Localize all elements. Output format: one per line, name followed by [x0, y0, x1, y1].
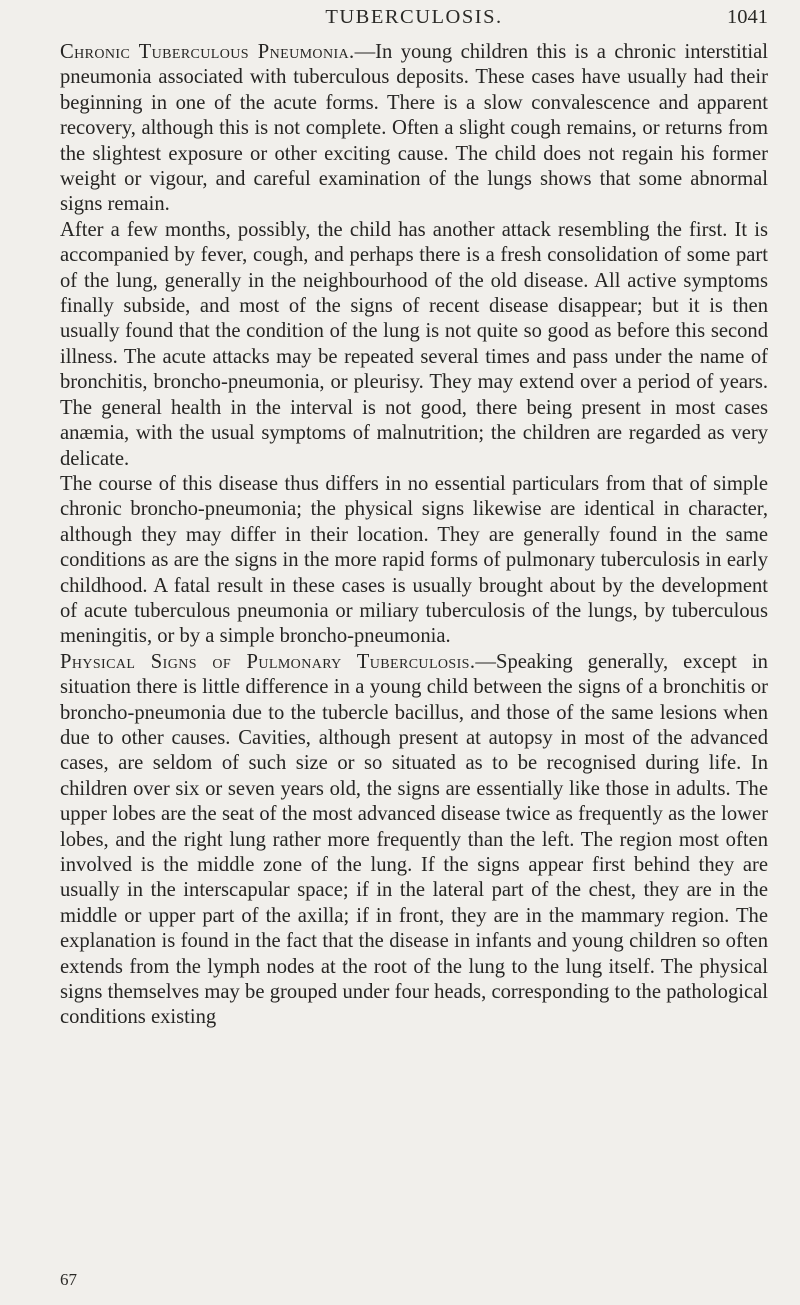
- running-header: [60, 6, 768, 36]
- signature-mark: 67: [60, 1270, 77, 1289]
- paragraph: [60, 472, 768, 650]
- paragraph: [60, 218, 768, 472]
- paragraph-text: —Speaking generally, except in situation there is little difference in a young child between the signs of a bronchitis or broncho-pneumonia due to the tubercle bacillus, and those of the same lesions when due to other causes. Cavities, although present at autopsy in most of the advanced cases, are seldom of such size or so situated as to be recognised during life. In children over six or seven years old, the signs are essentially like those in adults. The upper lobes are the seat of the most advanced disease twice as frequently as the lower lobes, and the right lung rather more frequently than the left. The region most often involved is the middle zone of the lung. If the signs appear first behind they are usually in the interscapular space; if in the lateral part of the chest, they are in the middle or upper part of the axilla; if in front, they are in the mammary region. The explanation is found in the fact that the disease in infants and young children so often extends from the lymph nodes at the root of the lung to the lung itself. The physical signs themselves may be grouped under four heads, corresponding to the pathological conditions existing: [60, 650, 768, 1029]
- running-title: TUBERCULOSIS.: [325, 6, 503, 28]
- paragraph-text: —In young children this is a chronic interstitial pneumonia associated with tuberculous deposits. These cases have usually had their beginning in one of the acute forms. There is a slow convalescence and apparent recovery, although this is not complete. Often a slight cough remains, or returns from the slightest exposure or other exciting cause. The child does not regain his former weight or vigour, and careful examination of the lungs shows that some abnormal signs remain.: [60, 41, 768, 216]
- body-text: [60, 40, 768, 1031]
- paragraph: [60, 40, 768, 218]
- paragraph: [60, 650, 768, 1031]
- paragraph-text: After a few months, possibly, the child has another attack resembling the first. It is accompanied by fever, cough, and perhaps there is a fresh consolidation of some part of the lung, generally in the neighbourhood of the old disease. All active symptoms finally subside, and most of the signs of recent disease disappear; but it is then usually found that the condition of the lung is not quite so good as before this second illness. The acute attacks may be repeated several times and pass under the name of bronchitis, broncho-pneumonia, or pleurisy. They may extend over a period of years. The general health in the interval is not good, there being present in most cases anæmia, with the usual symptoms of malnutrition; the children are regarded as very delicate.: [60, 218, 768, 470]
- page-number: 1041: [727, 6, 768, 28]
- section-heading: Chronic Tuberculous Pneumonia.: [60, 41, 355, 63]
- section-heading: Physical Signs of Pulmonary Tuberculosis.: [60, 650, 476, 673]
- paragraph-text: The course of this disease thus differs in no essential particulars from that of simple chronic broncho-pneumonia; the physical signs likewise are identical in character, although they may differ in their location. They are generally found in the same conditions as are the signs in the more rapid forms of pulmonary tuberculosis in early childhood. A fatal result in these cases is usually brought about by the development of acute tuberculous pneumonia or miliary tuberculosis of the lungs, by tuberculous meningitis, or by a simple broncho-pneumonia.: [60, 472, 768, 648]
